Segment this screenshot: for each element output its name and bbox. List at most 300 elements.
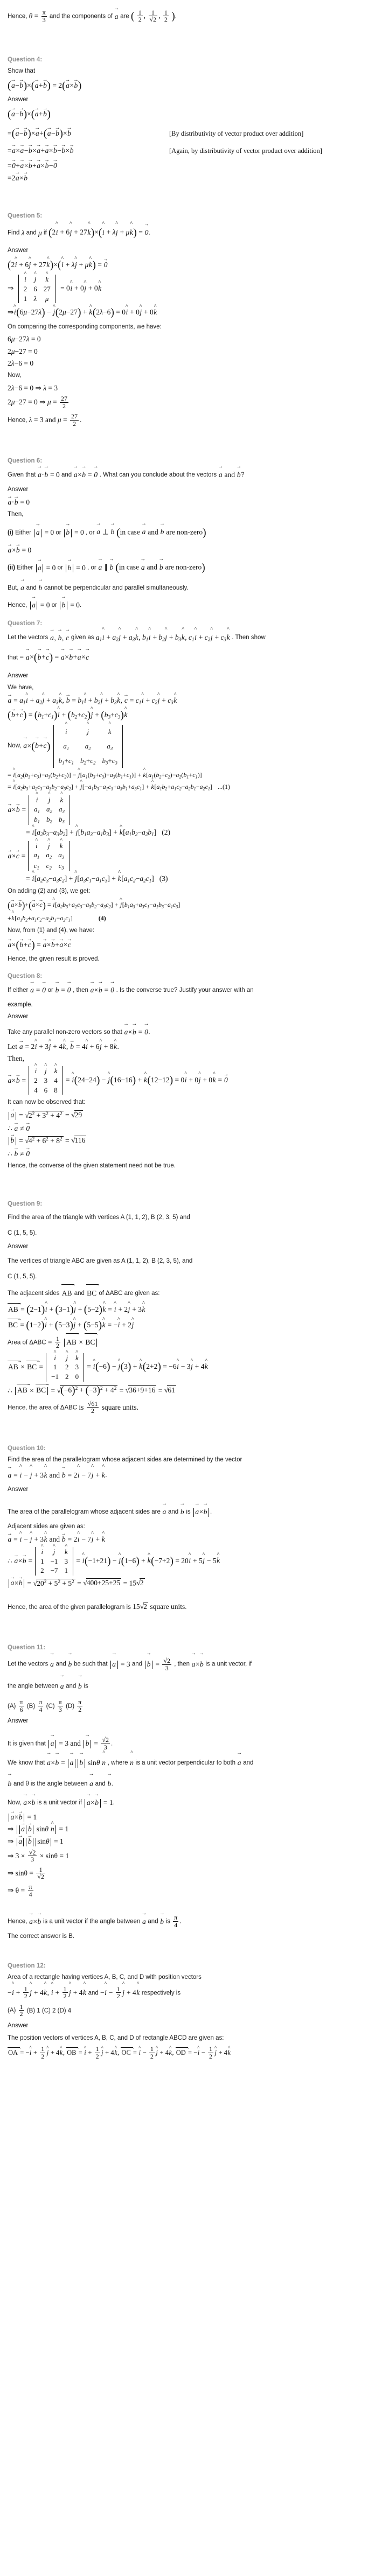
q11-know-and-2: and: [95, 1780, 106, 1787]
q10-area-text: The area of the parallelogram whose adjacent sides are: [8, 1509, 161, 1516]
q4-note-3: [Again, by distributivity of vector product over addition]: [169, 146, 322, 155]
q6-or-2: , or: [85, 529, 95, 536]
q11-know-b: b →: [8, 1775, 12, 1793]
q11-step6-pre: ⇒ θ =: [8, 1886, 25, 1895]
q5-equation-2: 2μ−27 = 0: [8, 347, 38, 355]
q9-area-formula: = $\frac{1}{2}$ → AB × → BC: [48, 1335, 99, 1350]
question-11-heading: Question 11:: [8, 1644, 46, 1651]
q6-hence-or: or: [51, 601, 57, 608]
q9-hence-row: [8, 1401, 367, 1415]
q12-pos-vectors-1: −i ^ + $\frac{1}{2}$ j ^ + 4k ^, i ^ + $\frac{1}{2}$ j ^ + 4k ^: [8, 1986, 86, 2000]
q7-add-line-2: +k $\^{}[a_1b_2+a_1c_2-a_2b_1-a_2c_1]$ (4): [8, 914, 367, 923]
q11-know-and: and: [243, 1760, 254, 1767]
q5-hence-math: λ = 3 and μ = $\frac{27}{2}$ .: [29, 412, 82, 428]
q5-equation-1: 6μ−27λ = 0: [8, 335, 41, 344]
q11-vec-a: a →: [50, 1655, 54, 1674]
question-8-heading: Question 8:: [8, 973, 43, 980]
q6-hence-label: Hence,: [8, 601, 27, 608]
section-spacer: [8, 1174, 367, 1192]
q11-now-period: .: [113, 1799, 115, 1806]
q10-period: .: [105, 1472, 107, 1479]
q11-step-3: ⇒ a → b → sinθ = 1: [8, 1837, 367, 1846]
question-4-heading: Question 4:: [8, 57, 43, 64]
q9-answer-label: Answer: [8, 1243, 29, 1250]
q11-step4-post: × sinθ = 1: [39, 1851, 70, 1860]
q10-cross-result: = i ^(−1+21) − j ^(1−6) + k ^(−7+2) = 20i ^ + 5j ^ − 5k ^: [76, 1555, 220, 1567]
q10-cross-label: ∴ a →×b → =: [8, 1557, 32, 1565]
q6-either-text: Either: [15, 529, 32, 536]
q8-cross-zero: a →×b → = 0 →: [90, 983, 114, 997]
q9-area-label: Area of ΔABC: [8, 1339, 46, 1346]
q11-hence-b: b →: [160, 1915, 164, 1929]
q8-mag-a: a → = $√2^2 + 3^2 + 4^2 = √29$: [8, 1111, 367, 1121]
q6-answer-label: Answer: [8, 486, 29, 493]
q7-eqno-3: (3): [159, 874, 168, 883]
q11-perp-text: is a unit vector perpendicular to both: [135, 1760, 236, 1767]
q11-know-period: .: [111, 1780, 113, 1787]
option-d-label: (D): [66, 1703, 75, 1710]
q11-now-cond: a →×b → = 1: [84, 1796, 113, 1810]
q12-respectively: respectively is: [141, 1990, 181, 1997]
q7-determinant-2: i ^ j ^ k ^ $a_1$ $a_2$ $a_3$ $b_1$ $b_2$ $b_3$: [27, 795, 72, 825]
q5-solve-lambda: 2λ−6 = 0 ⇒ λ = 3: [8, 383, 58, 392]
q6-question-mark: ?: [241, 472, 245, 478]
q6-and-text: and: [61, 472, 72, 478]
q11-mag-b: b → = $\frac{√2}{3}$: [144, 1655, 172, 1674]
q7-axb-expand: = i $\^{}[a_2b_3-a_3b_2] + j$ $\^{}[b_1a_3-a_1b_3] + k$ $\^{}[a_1b_2-a_2b_1]$ (2): [26, 828, 367, 838]
q7-vectors-abc: a →, b →, c →: [50, 631, 70, 645]
period: .: [175, 13, 177, 20]
q7-from-text: Now, from (1) and (4), we have:: [8, 927, 95, 934]
option-a-label: (A): [8, 1703, 16, 1710]
q7-eqno-2: (2): [162, 828, 170, 837]
q8-take-period: .: [148, 1029, 150, 1036]
gap: [8, 1729, 367, 1733]
q11-vec-b: b →: [68, 1655, 72, 1674]
q9-vertices-line-2: C (1, 5, 5).: [8, 1273, 37, 1280]
q8-if-either: If either: [8, 986, 29, 993]
q9-area-row: [8, 1335, 367, 1350]
q11-step-5: ⇒ sinθ = $\frac{1}{√2}$: [8, 1865, 44, 1881]
q7-then-show: . Then show: [232, 634, 266, 641]
q6-mag-a-zero: a → = 0: [33, 526, 54, 540]
q6-mag-b-zero-2: b → = 0: [65, 561, 86, 575]
vector-a: a →: [114, 10, 119, 24]
q9-vector-bc: → BC: [86, 1286, 97, 1300]
q6-but-b: b →: [38, 581, 43, 595]
q7-components: $a_1i$ ^ + $a_2j$ ^ + $a_3k$ ^, $b_1i$ ^ + $b_2j$ ^ + $b_3k$ ^, $c_1i$ ^ + $c_2j$ ^ + $c_3k$ ^: [96, 631, 230, 645]
q9-determinant: i ^ j ^ k ^ 1 2 3 −1 2 0: [44, 1353, 86, 1382]
q10-hence-text: Hence, the area of the given parallelogram is: [8, 1604, 131, 1611]
q7-we-have: We have,: [8, 684, 34, 691]
q6-but-line: [8, 581, 367, 595]
components-triple: ( $\frac{1}{2}$ , $\frac{1}{√2}$ , $\frac{1}{2}$ ): [130, 8, 175, 24]
q9-adjacent-line: [8, 1286, 367, 1300]
q6-item-i-label: (i): [8, 529, 13, 536]
q6-but-and: and: [26, 585, 37, 592]
q4-step-3: =a →×a →−b →×a →+a →×b →−b →×b →: [8, 146, 169, 155]
q8-b-zero: b → = 0 →: [55, 983, 71, 997]
theta-value: θ = $\frac{\pi}{3}$: [29, 8, 46, 24]
q4-prompt-math: (a →−b →)×(a →+b →) = 2(a →×b →): [8, 80, 367, 92]
q6-parallel: a → ∥ b → (in case a → and b → are non-zero): [98, 558, 205, 578]
q11-n-hat: n ^: [130, 1754, 134, 1772]
q10-magnitude: a →×b → = $√20^2 + 5^2 + 5^2 = √400+25+25 = 15√2$: [8, 1579, 367, 1589]
q11-hence-label: Hence,: [8, 1918, 27, 1925]
q11-prompt: [8, 1655, 367, 1674]
q4-answer-label: Answer: [8, 96, 29, 103]
q7-axc-expand: = i $\^{}[a_2c_3-a_3c_2] + j$ $\^{}[a_3c_1-a_1c_3] + k$ $\^{}[a_1c_2-a_2c_1]$ (3): [26, 874, 367, 884]
q7-axb-row: [8, 795, 367, 825]
q11-where: , where: [107, 1760, 128, 1767]
q9-vector-ab: → AB: [61, 1286, 73, 1300]
q11-mag-a: a → = 3: [109, 1655, 130, 1674]
q5-expansion: ⇒i ^(6μ−27λ) − j ^(2μ−27) + k ^(2λ−6) = 0i ^ + 0j ^ + 0k ^: [8, 306, 367, 319]
q3-conclusion: [8, 6, 367, 26]
q9-vertices-line-1: The vertices of triangle ABC are given as A (1, 1, 2), B (2, 3, 5), and: [8, 1257, 193, 1264]
q4-prompt: Show that: [8, 68, 36, 75]
q7-eqno-1: ...(1): [217, 783, 230, 791]
q8-prompt-cont: example.: [8, 1001, 33, 1008]
q11-know-b-2: b →: [107, 1775, 112, 1793]
option-b[interactable]: (B) $\frac{\pi}{4}$: [26, 1698, 43, 1713]
q5-compare-text: On comparing the corresponding components, we have:: [8, 323, 162, 330]
q11-now-row: [8, 1796, 367, 1810]
q6-conclude-text: . What can you conclude about the vectors: [99, 472, 217, 478]
q9-magnitude: ∴ → AB × → BC = $√(-6)^2 + (-3)^2 + 4^2 = √36+9+16 = √61$: [8, 1385, 367, 1397]
q11-theta-text: and θ is the angle between: [13, 1780, 88, 1787]
q6-or-3: or: [57, 564, 63, 571]
q11-hence-row: Hence, a →×b → is a unit vector if the angle between a → and b → is $\frac{\pi}{4}$ .: [8, 1914, 367, 1929]
q7-that-line: [8, 648, 367, 668]
q11-vec-b-2: b →: [78, 1677, 82, 1696]
question-5-heading: Question 5:: [8, 212, 43, 219]
q11-hence-a: a →: [142, 1915, 146, 1929]
hence-label: Hence,: [8, 13, 27, 20]
q11-theta-row: [8, 1775, 367, 1793]
q10-adjacent-math: a → = i ^ − j ^ + 3k ^ and b → = 2i ^ − 7j ^ + k ^: [8, 1535, 367, 1544]
q8-prompt: [8, 983, 367, 997]
q5-prompt: [8, 223, 367, 243]
q9-prompt-line-2: C (1, 5, 5).: [8, 1229, 37, 1236]
q12-options: [8, 2004, 367, 2018]
section-spacer: [8, 1618, 367, 1636]
q11-and-3: and: [66, 1683, 77, 1690]
q6-hence-period: .: [80, 601, 82, 608]
q6-item-i: [8, 523, 367, 543]
q11-and-2: and: [131, 1661, 143, 1668]
question-12-heading: Question 12:: [8, 1963, 46, 1970]
q11-then: , then: [174, 1661, 190, 1668]
q11-is: is: [84, 1683, 88, 1690]
q6-but-text: But,: [8, 585, 19, 592]
q11-know-row: [8, 1754, 367, 1772]
q11-hence-is: is: [165, 1918, 171, 1925]
q8-let-line: Let a → = 2i ^ + 3j ^ + 4k ^, b → = 4i ^ + 6j ^ + 8k ^.: [8, 1042, 367, 1051]
q11-given-row: [8, 1737, 367, 1751]
option-c[interactable]: (C) $\frac{\pi}{3}$: [46, 1698, 62, 1713]
q11-step4-pre: ⇒ 3 ×: [8, 1851, 25, 1860]
q12-option-d[interactable]: (D) 4: [57, 2007, 72, 2014]
q8-a-nonzero: ∴ a → ≠ 0 →: [8, 1124, 367, 1133]
if-text: if: [44, 229, 47, 236]
q10-is: is: [186, 1509, 191, 1516]
q11-step-6: ⇒ θ = $\frac{\pi}{4}$: [8, 1883, 32, 1898]
gap: [8, 1497, 367, 1502]
q10-vec-a: a →: [162, 1505, 166, 1519]
option-a[interactable]: (A) $\frac{\pi}{6}$: [8, 1698, 23, 1713]
q9-prompt-line-1: Find the area of the triangle with vertices A (1, 1, 2), B (2, 3, 5) and: [8, 1214, 190, 1221]
q9-adjacent-rest: of ΔABC are given as:: [99, 1290, 160, 1297]
q8-take-text: Take any parallel non-zero vectors so that: [8, 1029, 122, 1036]
q6-item-ii: [8, 558, 367, 578]
q12-option-a[interactable]: (A) $\frac{1}{2}$: [8, 2003, 23, 2018]
q12-option-c[interactable]: (C) 2: [41, 2007, 56, 2014]
q6-mag-b-zero: b → = 0: [63, 526, 84, 540]
q10-cross-row: [8, 1547, 367, 1576]
section-spacer: [8, 30, 367, 48]
q12-pos-vectors-2: −i ^ − $\frac{1}{2}$ j ^ + 4k ^: [100, 1986, 140, 2000]
q10-prompt-math-row: [8, 1468, 367, 1482]
q4-step-2-row: [8, 124, 367, 143]
q8-conclusion: Hence, the converse of the given statement need not be true.: [8, 1162, 176, 1169]
q7-answer-label: Answer: [8, 672, 29, 679]
q7-proved: Hence, the given result is proved.: [8, 956, 100, 963]
q9-cross-row: [8, 1353, 367, 1382]
q11-know-math: a →×b → = a → b → sinθ n ^: [47, 1754, 106, 1772]
q11-such-that: be such that: [73, 1661, 108, 1668]
q5-hence-label: Hence,: [8, 417, 27, 424]
q7-given-as: given as: [71, 634, 94, 641]
q12-option-b[interactable]: (B) 1: [26, 2007, 40, 2014]
q11-step5-pre: ⇒ sinθ =: [8, 1869, 33, 1878]
q9-units: square units.: [101, 1403, 138, 1412]
q6-then-label: Then,: [8, 510, 24, 517]
q6-cross-line: a →×b → = 0: [8, 546, 367, 555]
q7-identity: = a →×(b →+c →) = a →×b →+a →×c →: [19, 648, 89, 668]
q9-cross-label: → AB × → BC =: [8, 1363, 43, 1371]
q8-cross-row: [8, 1066, 367, 1095]
q6-vectors-ab: a → and b →: [218, 468, 241, 482]
q7-result: a →×(b →+c →) = a →×b →+a →×c →: [8, 939, 367, 951]
q10-vec-b: b →: [180, 1505, 184, 1519]
q10-determinant: i ^ j ^ k ^ 1 −1 3 2 −7 1: [33, 1547, 75, 1576]
q8-take-math: a →×b → = 0 →: [124, 1025, 148, 1039]
q7-axc-label: a →×c → =: [8, 852, 25, 860]
q11-let-text: Let the vectors: [8, 1661, 48, 1668]
q7-expand-2: = i $\^{}[a_2b_3+a_2c_3-a_3b_2-a_3c_2] + j$ $\^{}[-a_1b_3-a_1c_3+a_3b_1+a_3c_1] + k$ $\^{}[a_1b_2+a_1c_2-a_2b_1-a_2c_1]$ ...(1): [8, 783, 367, 792]
middle-text: and the components of: [49, 13, 113, 20]
section-spacer: [8, 1944, 367, 1954]
q10-prompt-math: a → = i ^ − j ^ + 3k ^ and b → = 2i ^ − 7j ^ + k ^: [8, 1468, 105, 1482]
q9-ab-equation: → AB = (2−1)i ^ + (3−1)j ^ + (5−2)k ^ = i ^ + 2j ^ + 3k ^: [8, 1304, 367, 1316]
q8-then: , then: [73, 986, 88, 993]
q5-prompt-math: (2i ^ + 6j ^ + 27k ^)×(i ^ + λj ^ + μk ^) = 0 →: [48, 223, 149, 243]
q11-unit-vector-if: is a unit vector, if: [205, 1661, 252, 1668]
q6-mag-a-zero-2: a → = 0: [35, 561, 56, 575]
q8-take-line: [8, 1025, 367, 1039]
question-6-heading: Question 6:: [8, 458, 43, 465]
q5-answer-label: Answer: [8, 247, 29, 254]
q4-step-4: =0 →+a →×b →+a →×b →−0 →: [8, 162, 367, 170]
q7-eqno-4: (4): [98, 914, 106, 922]
q10-and: and: [168, 1509, 179, 1516]
q5-determinant: i ^ j ^ k ^ 2 6 27 1 λ μ: [17, 275, 58, 303]
q11-hence-mid: is a unit vector if the angle between: [43, 1918, 141, 1925]
q6-but-a: a →: [20, 581, 25, 595]
section-spacer: [8, 1418, 367, 1437]
q11-hence-period: .: [179, 1918, 182, 1925]
q11-correct-answer: The correct answer is B.: [8, 1933, 74, 1940]
q7-definitions: a → = $a_1i$ ^ + $a_2j$ ^ + $a_3k$ ^, b → = $b_1i$ ^ + $b_2j$ ^ + $b_3k$ ^, c → = $c_1i$ ^ + $c_2j$ ^ + $c_3k$ ^: [8, 696, 367, 706]
gap: [8, 1592, 367, 1597]
q7-now-row: [8, 725, 367, 768]
q6-dot-zero: a →·b → = 0: [38, 468, 60, 482]
q8-or: or: [47, 986, 53, 993]
q10-area-text-row: [8, 1505, 367, 1519]
q10-area-math: a →×b →: [192, 1505, 210, 1519]
q7-adding-text: On adding (2) and (3), we get:: [8, 888, 91, 895]
q11-hence-and: and: [148, 1918, 158, 1925]
q6-or-1: or: [55, 529, 61, 536]
q9-hence-label: Hence, the area of ΔABC: [8, 1404, 78, 1411]
section-spacer: [8, 431, 367, 449]
q6-prompt: [8, 468, 367, 482]
q10-prompt-line-1: Find the area of the parallelogram whose adjacent sides are determined by the vector: [8, 1457, 242, 1464]
q8-determinant: i ^ j ^ k ^ 2 3 4 4 6 8: [27, 1066, 65, 1095]
q9-and: and: [74, 1290, 85, 1297]
q11-now-label: Now,: [8, 1799, 22, 1806]
mu-symbol: μ: [38, 228, 42, 237]
q10-adjacent-text: Adjacent sides are given as:: [8, 1523, 85, 1530]
q6-given-text: Given that: [8, 472, 36, 478]
q7-axc-row: [8, 841, 367, 871]
q11-given-period: .: [111, 1740, 113, 1747]
q5-determinant-row: ⇒ i ^ j ^ k ^ 2 6 27 1 λ μ = 0i ^ + 0j ^ + 0k ^: [8, 275, 367, 303]
q7-expand-1: = i $\^{}[a_2(b_3+c_3)-a_3(b_2+c_2)] - j$ $\^{}[a_1(b_3+c_3)-a_3(b_1+c_1)] + k$ $\^{}[a_1(b_2+c_2)-a_2(b_1+c_1)]$: [8, 771, 367, 780]
q4-step-3-row: [8, 143, 367, 158]
are-text: are: [120, 13, 129, 20]
q5-find-label: Find: [8, 229, 20, 236]
q11-cross-ab: a →×b →: [191, 1655, 204, 1674]
q12-and: and: [88, 1990, 99, 1997]
q5-now-label: Now,: [8, 372, 22, 379]
q8-answer-label: Answer: [8, 1013, 29, 1020]
q7-let-text: Let the vectors: [8, 634, 48, 641]
q11-step-2: ⇒ a → b → sinθ n ^ = 1: [8, 1825, 367, 1834]
q10-hence-row: [8, 1600, 367, 1615]
q7-that-text: that: [8, 655, 18, 662]
q11-step-4: ⇒ 3 × $\frac{√2}{3}$ × sinθ = 1: [8, 1848, 70, 1864]
q11-given-math: a → = 3 and b → = $\frac{√2}{3}$: [47, 1737, 111, 1751]
q12-answer-label: Answer: [8, 2022, 29, 2029]
option-c-label: (C): [46, 1703, 55, 1710]
q12-prompt-line-1: Area of a rectangle having vertices A, B, C, and D with position vectors: [8, 1974, 202, 1981]
q4-step-1: (a →−b →)×(a →+b →): [8, 108, 367, 121]
q12-prompt-math-row: [8, 1986, 367, 2000]
q5-hence-row: [8, 413, 367, 428]
q4-step-5: =2a →×b →: [8, 174, 367, 183]
q8-observed-text: It can now be observed that:: [8, 1099, 86, 1106]
q8-converse-text: . Is the converse true? Justify your answer with an: [116, 986, 254, 993]
q11-now-mid: is a unit vector if: [37, 1799, 82, 1806]
option-b-label: (B): [26, 1703, 36, 1710]
q5-solve-mu: 2μ−27 = 0 ⇒ μ = $\frac{27}{2}$: [8, 394, 67, 410]
q11-vec-a-2: a →: [60, 1677, 64, 1696]
q6-but-rest: cannot be perpendicular and parallel simultaneously.: [44, 585, 189, 592]
q6-hence-mag-b: b → = 0: [59, 598, 80, 612]
q6-or-4: , or: [87, 564, 96, 571]
q11-know-a: a →: [237, 1754, 241, 1772]
q11-know-a-2: a →: [89, 1775, 94, 1793]
q9-bc-equation: → BC = (1−2)i ^ + (5−3)j ^ + (5−5)k ^ = −i ^ + 2j ^: [8, 1319, 367, 1332]
q11-know-text: We know that: [8, 1760, 45, 1767]
q8-b-nonzero: ∴ b → ≠ 0 →: [8, 1150, 367, 1158]
q6-hence-line: [8, 598, 367, 612]
q11-answer-label: Answer: [8, 1718, 29, 1725]
q7-a-cross-bc: a →×(b →+c →): [23, 737, 51, 757]
q10-answer-label: Answer: [8, 1486, 29, 1493]
q8-then-label: Then,: [8, 1054, 25, 1063]
gap: [8, 1901, 367, 1911]
q11-given-text: It is given that: [8, 1740, 46, 1747]
q5-equation-3: 2λ−6 = 0: [8, 359, 34, 367]
q9-is: is: [79, 1403, 84, 1412]
question-10-heading: Question 10:: [8, 1445, 46, 1452]
q7-now-label: Now,: [8, 743, 22, 750]
q8-mag-b: b → = $√4^2 + 6^2 + 8^2 = √116$: [8, 1136, 367, 1146]
q6-dot-line: a →·b → = 0: [8, 498, 367, 507]
q6-perpendicular: a → ⊥ b → (in case a → and b → are non-zero): [96, 523, 206, 543]
q12-pos-text: The position vectors of vertices A, B, C, and D of rectangle ABCD are given as:: [8, 2034, 224, 2041]
q11-hence-math: a →×b →: [29, 1915, 41, 1929]
q11-angle-between: the angle between: [8, 1683, 58, 1690]
q11-angle-line: [8, 1677, 367, 1696]
q8-cross-label: a →×b → =: [8, 1076, 26, 1085]
q7-determinant-3: i ^ j ^ k ^ $a_1$ $a_2$ $a_3$ $c_1$ $c_2$ $c_3$: [26, 841, 71, 871]
question-9-heading: Question 9:: [8, 1200, 43, 1207]
q12-position-vectors: → OA = −i ^ + $\frac{1}{2}$ j ^ + 4k ^, → OB = i ^ + $\frac{1}{2}$ j ^ + 4k ^, → OC = i ^ − $\frac{1}{2}$ j ^ + 4k ^, → OD = −i ^ − $\frac{1}{2}$ j ^ + 4k ^: [8, 2046, 367, 2060]
q8-a-zero: a → = 0 →: [30, 983, 46, 997]
q4-step-2: =(a →−b →)×a →+(a →−b →)×b →: [8, 128, 169, 140]
q4-note-2: [By distributivity of vector product over addition]: [169, 130, 304, 138]
q7-add-line-1: (a →×b →)+(a →×c →) = i $\^{}[a_2b_3+a_2c_3-a_3b_2-a_3c_2] + j$ $\^{}[b_1a_3+a_3c_1-a_1b_3-a_1c_3]$: [8, 900, 367, 911]
option-d[interactable]: (D) $\frac{\pi}{2}$: [66, 1698, 82, 1713]
q8-cross-result: = i ^(24−24) − j ^(16−16) + k ^(12−12) = 0i ^ + 0j ^ + 0k ^ = 0 →: [66, 1074, 228, 1087]
q10-hence-math: 15√2 square units: [133, 1602, 185, 1611]
q10-hence-period: .: [185, 1604, 187, 1611]
q11-and-1: and: [55, 1661, 66, 1668]
q10-area-period: .: [210, 1509, 212, 1516]
q6-hence-mag-a: a → = 0: [29, 598, 50, 612]
q6-cross-zero: a →×b → = 0 →: [73, 468, 98, 482]
q7-determinant-1: i ^ j ^ k ^ $a_1$ $a_2$ $a_3$ $b_1+c_1$ $b_2+c_2$ $b_3+c_3$: [52, 725, 124, 768]
lambda-symbol: λ: [21, 228, 25, 237]
q6-item-ii-label: (ii): [8, 564, 16, 571]
q12-option-a-label: (A): [8, 2007, 16, 2014]
q6-either-text-2: Either: [17, 564, 33, 571]
q7-sum-bc: (b →+c →) = $(b_1+c_1)i$ ^ + $(b_2+c_2)j$ ^ + $(b_3+c_3)k$ ^: [8, 709, 367, 722]
q5-period: .: [148, 229, 151, 236]
and-text: and: [26, 229, 37, 236]
q7-prompt: [8, 631, 367, 645]
q5-restate: (2i ^ + 6j ^ + 27k ^)×(i ^ + λj ^ + μk ^) = 0 →: [8, 259, 367, 271]
q11-options: [8, 1699, 367, 1713]
q9-cross-result: = i ^(−6) − j ^(3) + k ^(2+2) = −6i ^ − 3j ^ + 4k ^: [87, 1361, 208, 1373]
question-7-heading: Question 7:: [8, 620, 43, 627]
q11-now-math: a →×b →: [23, 1796, 36, 1810]
q9-adjacent-text: The adjacent sides: [8, 1290, 60, 1297]
